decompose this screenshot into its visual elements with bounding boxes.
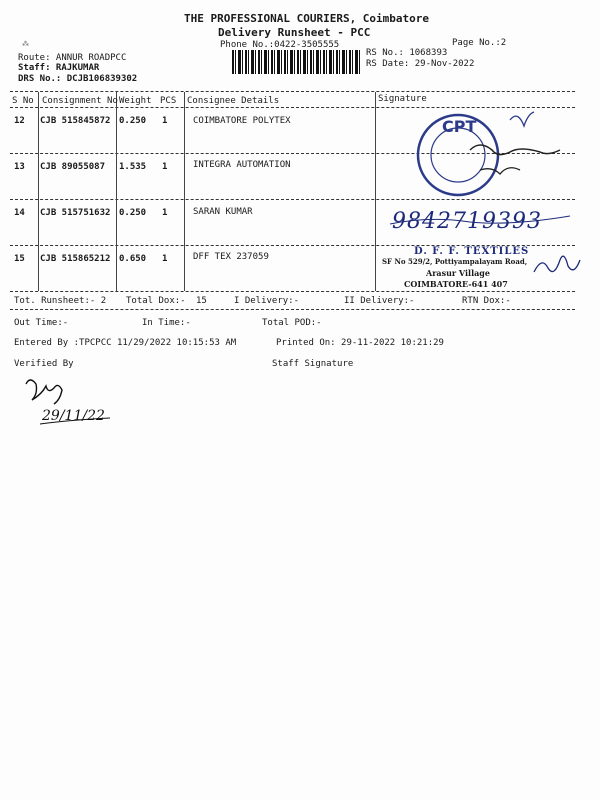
handwritten-phone [388, 202, 578, 238]
out-time: Out Time:- [14, 318, 69, 328]
stamp-cpt-text: CPT [442, 117, 477, 136]
dff-stamp-address-2: Arasur Village [426, 268, 490, 278]
table-bottom-rule [10, 291, 575, 292]
header-pcs: PCS [160, 96, 177, 106]
staff-label: Staff: RAJKUMAR [18, 63, 100, 73]
row-pcs: 1 [162, 208, 168, 218]
row-consignment: CJB 515845872 [40, 116, 111, 126]
mark-icon: ⁂ [22, 40, 29, 48]
row-consignee: SARAN KUMAR [193, 207, 253, 217]
handwritten-phone-text: 9842719393 [392, 209, 542, 234]
tot-runsheet: Tot. Runsheet:- 2 [14, 296, 107, 306]
staff-signature-label: Staff Signature [272, 359, 354, 369]
row-consignee: DFF TEX 237059 [193, 252, 269, 262]
total-dox-value: 15 [196, 296, 207, 306]
row-sno: 13 [14, 162, 25, 172]
row-sno: 15 [14, 254, 25, 264]
row-pcs: 1 [162, 116, 168, 126]
ii-delivery: II Delivery:- [344, 296, 415, 306]
verified-by-label: Verified By [14, 359, 74, 369]
column-rule [116, 92, 117, 291]
row-consignee: COIMBATORE POLYTEX [193, 116, 291, 126]
header-weight: Weight [119, 96, 152, 106]
in-time: In Time:- [142, 318, 191, 328]
row-consignee: INTEGRA AUTOMATION [193, 160, 291, 170]
header-sno: S No [12, 96, 34, 106]
entered-by: Entered By :TPCPCC 11/29/2022 10:15:53 AM [14, 338, 237, 348]
row-sno: 12 [14, 116, 25, 126]
company-name: THE PROFESSIONAL COURIERS, Coimbatore [184, 12, 430, 25]
rs-number: RS No.: 1068393 [366, 48, 448, 58]
dff-stamp-address-3: COIMBATORE-641 407 [404, 279, 508, 289]
dff-signature [530, 250, 585, 280]
column-rule [375, 92, 376, 291]
summary-rule [10, 309, 575, 310]
row-weight: 0.250 [119, 208, 147, 218]
column-rule [38, 92, 39, 291]
verified-date: 29/11/22 [42, 408, 105, 424]
row-consignment: CJB 515751632 [40, 208, 111, 218]
verifier-signature [20, 370, 130, 430]
page-number: Page No.:2 [452, 38, 507, 48]
row-consignment: CJB 89055087 [40, 162, 106, 172]
drs-number: DRS No.: DCJB106839302 [18, 74, 138, 84]
rtn-dox: RTN Dox:- [462, 296, 511, 306]
i-delivery: I Delivery:- [234, 296, 300, 306]
row-pcs: 1 [162, 254, 168, 264]
dff-stamp-name: D. F. F. TEXTILES [414, 246, 530, 257]
barcode [232, 50, 360, 74]
row-weight: 0.250 [119, 116, 147, 126]
dff-stamp-address-1: SF No 529/2, Pottiyampalayam Road, [382, 257, 528, 266]
row-weight: 0.650 [119, 254, 147, 264]
row-pcs: 1 [162, 162, 168, 172]
row-weight: 1.535 [119, 162, 147, 172]
printed-on: Printed On: 29-11-2022 10:21:29 [276, 338, 444, 348]
document-title: Delivery Runsheet - PCC [218, 26, 371, 39]
phone-number: Phone No.:0422-3505555 [220, 40, 340, 50]
total-pod: Total POD:- [262, 318, 322, 328]
header-consignment: Consignment No [42, 96, 118, 106]
header-signature: Signature [378, 94, 427, 104]
rs-date: RS Date: 29-Nov-2022 [366, 59, 475, 69]
table-top-rule [10, 91, 575, 92]
total-dox-label: Total Dox:- [126, 296, 186, 306]
company-stamp [400, 100, 575, 200]
row-consignment: CJB 515865212 [40, 254, 111, 264]
column-rule [184, 92, 185, 291]
row-sno: 14 [14, 208, 25, 218]
route-label: Route: ANNUR ROADPCC [18, 53, 127, 63]
header-consignee: Consignee Details [187, 96, 280, 106]
